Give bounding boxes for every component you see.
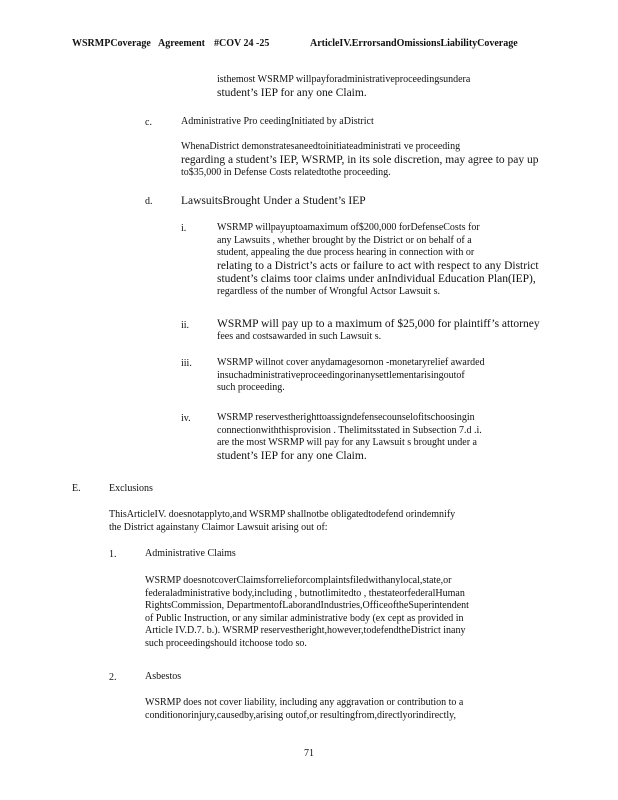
continuation-paragraph: isthemost WSRMP willpayforadministrativeproceedingsundera student’s IEP for any one Claim. bbox=[217, 74, 471, 99]
section-d-number: d. bbox=[145, 196, 153, 207]
item-d-i-number: i. bbox=[181, 223, 187, 234]
exclusion-1-paragraph: WSRMP doesnotcoverClaimsforrelieforcomplaintsfiledwithanylocal,state,or federaladministrative body,including , butnotlimitedto , thestateorfederalHuman RightsCommission, DepartmentofLaborandIndustries,OfficeoftheSuperintendent of Public Instruction, or any similar administrative body (ex cept as provided in Article IV.D.7. b.). WSRMP reservestheright,however,todefendtheDistrict inany such proceedingshould itchoose todo so. bbox=[145, 575, 469, 649]
header-agreement: Agreement bbox=[158, 38, 206, 49]
section-c-heading: Administrative Pro ceedingInitiated by aDistrict bbox=[181, 116, 374, 127]
item-d-iii-number: iii. bbox=[181, 358, 192, 369]
header-coverage: WSRMPCoverage bbox=[72, 38, 151, 49]
page-number: 71 bbox=[304, 748, 314, 759]
header-article: ArticleIV.ErrorsandOmissionsLiabilityCoverage bbox=[310, 38, 518, 49]
section-d-heading: LawsuitsBrought Under a Student’s IEP bbox=[181, 195, 366, 207]
exclusion-2-number: 2. bbox=[109, 672, 117, 683]
exclusion-2-paragraph: WSRMP does not cover liability, including any aggravation or contribution to a conditionorinjury,causedby,arising outof,or resultingfrom,directlyorindirectly, bbox=[145, 697, 464, 721]
header-cov-number: #COV 24 -25 bbox=[214, 38, 270, 49]
section-e-heading: Exclusions bbox=[109, 483, 153, 494]
exclusion-1-number: 1. bbox=[109, 549, 117, 560]
item-d-iv-paragraph: WSRMP reservestherighttoassigndefensecounselofitschoosingin connectionwiththisprovision . Thelimitsstated in Subsection 7.d .i. are the most WSRMP will pay for any Lawsuit s brought under a student’s IEP for any one Claim. bbox=[217, 412, 482, 462]
exclusion-2-heading: Asbestos bbox=[145, 671, 182, 682]
section-c-number: c. bbox=[145, 117, 152, 128]
exclusion-1-heading: Administrative Claims bbox=[145, 548, 236, 559]
item-d-ii-number: ii. bbox=[181, 320, 190, 331]
item-d-i-paragraph: WSRMP willpayuptoamaximum of$200,000 forDefenseCosts for any Lawsuits , whether brought by the District or on behalf of a student, appealing the due process hearing in connection with or relating to a District’s acts or failure to act with respect to any District student’s claims toor claims under anIndividual Education Plan(IEP), regardless of the number of Wrongful Actsor Lawsuit s. bbox=[217, 222, 539, 297]
item-d-iii-paragraph: WSRMP willnot cover anydamagesornon -monetaryrelief awarded insuchadministrativeproceedingorinanysettlementarisingoutof such proceeding. bbox=[217, 357, 485, 393]
section-e-intro: ThisArticleIV. doesnotapplyto,and WSRMP shallnotbe obligatedtodefend orindemnify the District againstany Claimor Lawsuit arising out of: bbox=[109, 509, 456, 533]
item-d-iv-number: iv. bbox=[181, 413, 191, 424]
item-d-ii-paragraph: WSRMP will pay up to a maximum of $25,000 for plaintiff’s attorney fees and costsawarded in such Lawsuit s. bbox=[217, 318, 540, 342]
section-e-number: E. bbox=[72, 483, 81, 494]
section-c-paragraph: WhenaDistrict demonstratesaneedtoinitiateadministrati ve proceeding regarding a student’s IEP, WSRMP, in its sole discretion, may agree to pay up to$35,000 in Defense Costs relatedtothe proceeding. bbox=[181, 141, 539, 178]
